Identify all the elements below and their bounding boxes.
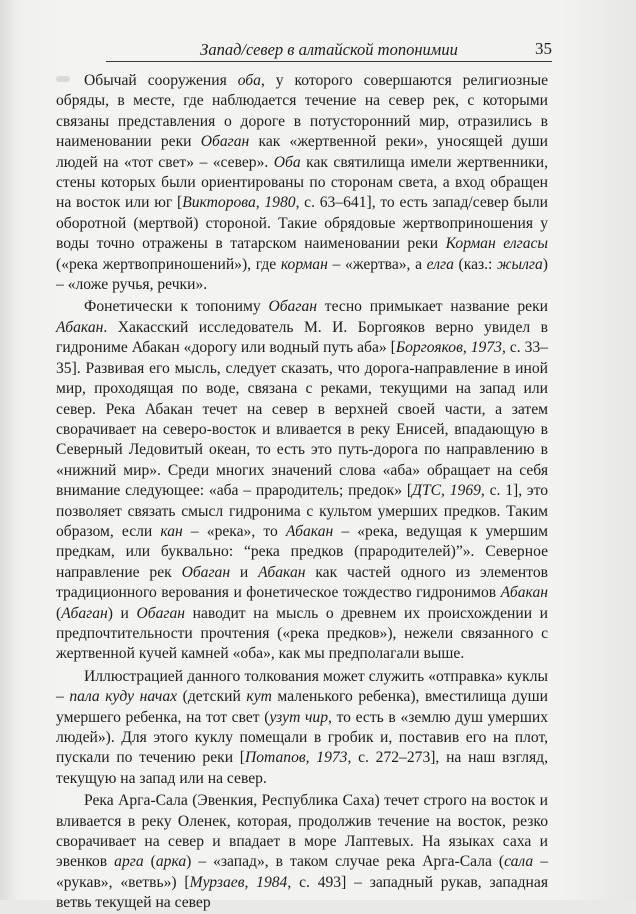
- italic-term: пала куду начах: [69, 688, 178, 706]
- paragraph: [56, 71, 548, 295]
- page-title: Запад/север в алтайской топонимии: [200, 40, 458, 59]
- text-run: – «жертва», а: [327, 255, 427, 273]
- text-run: наводит на мысль о древнем их происхождении и предпочтительности прочтения («река предков»), нежели связанного с жертвенной кучей камней «оба», как мы предполагали выше.: [56, 604, 548, 663]
- italic-term: Мурзаев, 1984: [189, 873, 288, 891]
- italic-term: Боргояков, 1973: [395, 339, 502, 357]
- italic-term: Абаган: [61, 604, 108, 622]
- running-header: [106, 38, 552, 64]
- text-run: – «река», то: [182, 522, 286, 540]
- text-run: (детский: [177, 688, 247, 706]
- italic-term: Обаган: [181, 563, 231, 581]
- text-run: , с. 1], это позволяет связать смысл гидронима с культом умерших предков. Таким образом, если: [56, 482, 548, 540]
- text-run: ) – «запад», в таком случае река Арга-Сала (: [186, 853, 505, 871]
- italic-term: Потапов, 1973: [244, 749, 348, 767]
- text-run: , с. 63–641], то есть запад/север были оборотной (мертвой) стороной. Такие обрядовые жертвоприношения у воды точно отражены в татарском наименовании реки: [56, 194, 549, 253]
- italic-term: Абакан: [258, 563, 306, 581]
- text-run: как частей одного из элементов традиционного верования и фонетическое тождество гидронимов: [56, 563, 548, 602]
- header-rule: [106, 61, 552, 62]
- text-run: Иллюстрацией данного толкования может служить «отправка» куклы –: [56, 667, 548, 706]
- paragraph: [56, 791, 548, 913]
- text-run: Фонетически к топониму: [84, 298, 269, 316]
- text-run: и: [230, 563, 259, 581]
- text-run: маленького ребенка), вместилища души умершего ребенка, на тот свет (: [56, 688, 548, 726]
- text-run: («река жертвоприношений»), где: [56, 255, 281, 273]
- text-run: , с. 493] – западный рукав, западная ветвь текущей на север: [56, 873, 548, 912]
- italic-term: Оба: [273, 153, 301, 171]
- text-run: , у которого совершаются религиозные обряды, в месте, где наблюдается течение на север рек, с которыми связаны представления о дороге в потусторонний мир, отразились в наименовании реки: [56, 72, 548, 151]
- italic-term: жылга: [497, 255, 543, 273]
- text-run: (каз.:: [453, 255, 498, 273]
- text-run: – «река, ведущая к умершим предкам, или буквально: “река предков (прародителей)”». Северное направление рек: [56, 522, 548, 581]
- italic-term: Обаган: [136, 604, 186, 622]
- italic-term: елга: [426, 255, 454, 273]
- main-text: [56, 71, 548, 914]
- text-run: . Хакасский исследователь М. И. Боргояков верно увидел в гидрониме Абакан «дорогу или водный путь аба» [: [56, 318, 548, 357]
- text-run: ) – «ложе ручья, речки».: [56, 255, 548, 294]
- italic-term: Абакан: [56, 318, 104, 336]
- italic-term: сала: [504, 853, 534, 871]
- italic-term: Абакан: [500, 584, 548, 602]
- italic-term: Викторова, 1980: [182, 194, 296, 212]
- italic-term: корман: [280, 255, 328, 273]
- italic-term: Обаган: [268, 298, 317, 316]
- italic-term: узут чир: [269, 708, 329, 726]
- text-run: тесно примыкает название реки: [316, 298, 548, 316]
- italic-term: Корман елгасы: [445, 235, 548, 253]
- text-run: как святилища имели жертвенники, стены которых были ориентированы по сторонам света, а вход обращен на восток или юг [: [56, 153, 548, 212]
- paragraph: [56, 297, 548, 664]
- italic-term: кут: [246, 688, 272, 706]
- text-run: Река Арга-Сала (Эвенкия, Республика Саха) течет строго на восток и вливается в реку Оленек, которая, продолжив течение на восток, резко сворачивает на север и впадает в море Лаптевых. На языках саха и эвенков: [56, 792, 548, 871]
- italic-term: Абакан: [285, 522, 334, 540]
- page-number: 35: [535, 39, 552, 58]
- text-run: , то есть в «землю душ умерших людей»). Для этого куклу помещали в гробик и, поставив его на плот, пускали по течению реки [: [56, 708, 548, 767]
- text-run: Обычай сооружения: [84, 72, 238, 89]
- text-run: (: [56, 604, 62, 622]
- text-run: – «рукав», «ветвь») [: [56, 853, 549, 891]
- text-run: (: [143, 853, 156, 871]
- italic-term: оба: [237, 72, 261, 89]
- text-run: , с. 272–273], на наш взгляд, текущую на запад или на север.: [56, 749, 548, 787]
- text-run: ) и: [107, 604, 137, 622]
- text-run: , с. 33–35]. Развивая его мысль, следует сказать, что дорога-направление в иной мир, проходящая по воде, связана с реками, текущими на запад или север. Река Абакан течет на север в верхней своей части, а затем сворачивает на северо-восток и вливается в реку Енисей, впадающую в Северный Ледовитый океан, то есть это путь-дорога по направлению в «нижний мир». Среди многих значений слова «аба» обращает на себя внимание следующее: «аба – прародитель; предок» [: [56, 339, 549, 500]
- italic-term: арга: [114, 853, 144, 871]
- italic-term: ДТС, 1969: [412, 482, 481, 500]
- italic-term: Обаган: [200, 133, 250, 151]
- italic-term: кан: [160, 522, 183, 540]
- text-run: как «жертвенной реки», уносящей души людей на «тот свет» – «север».: [56, 133, 548, 171]
- italic-term: арка: [155, 853, 187, 871]
- paragraph: [56, 667, 548, 789]
